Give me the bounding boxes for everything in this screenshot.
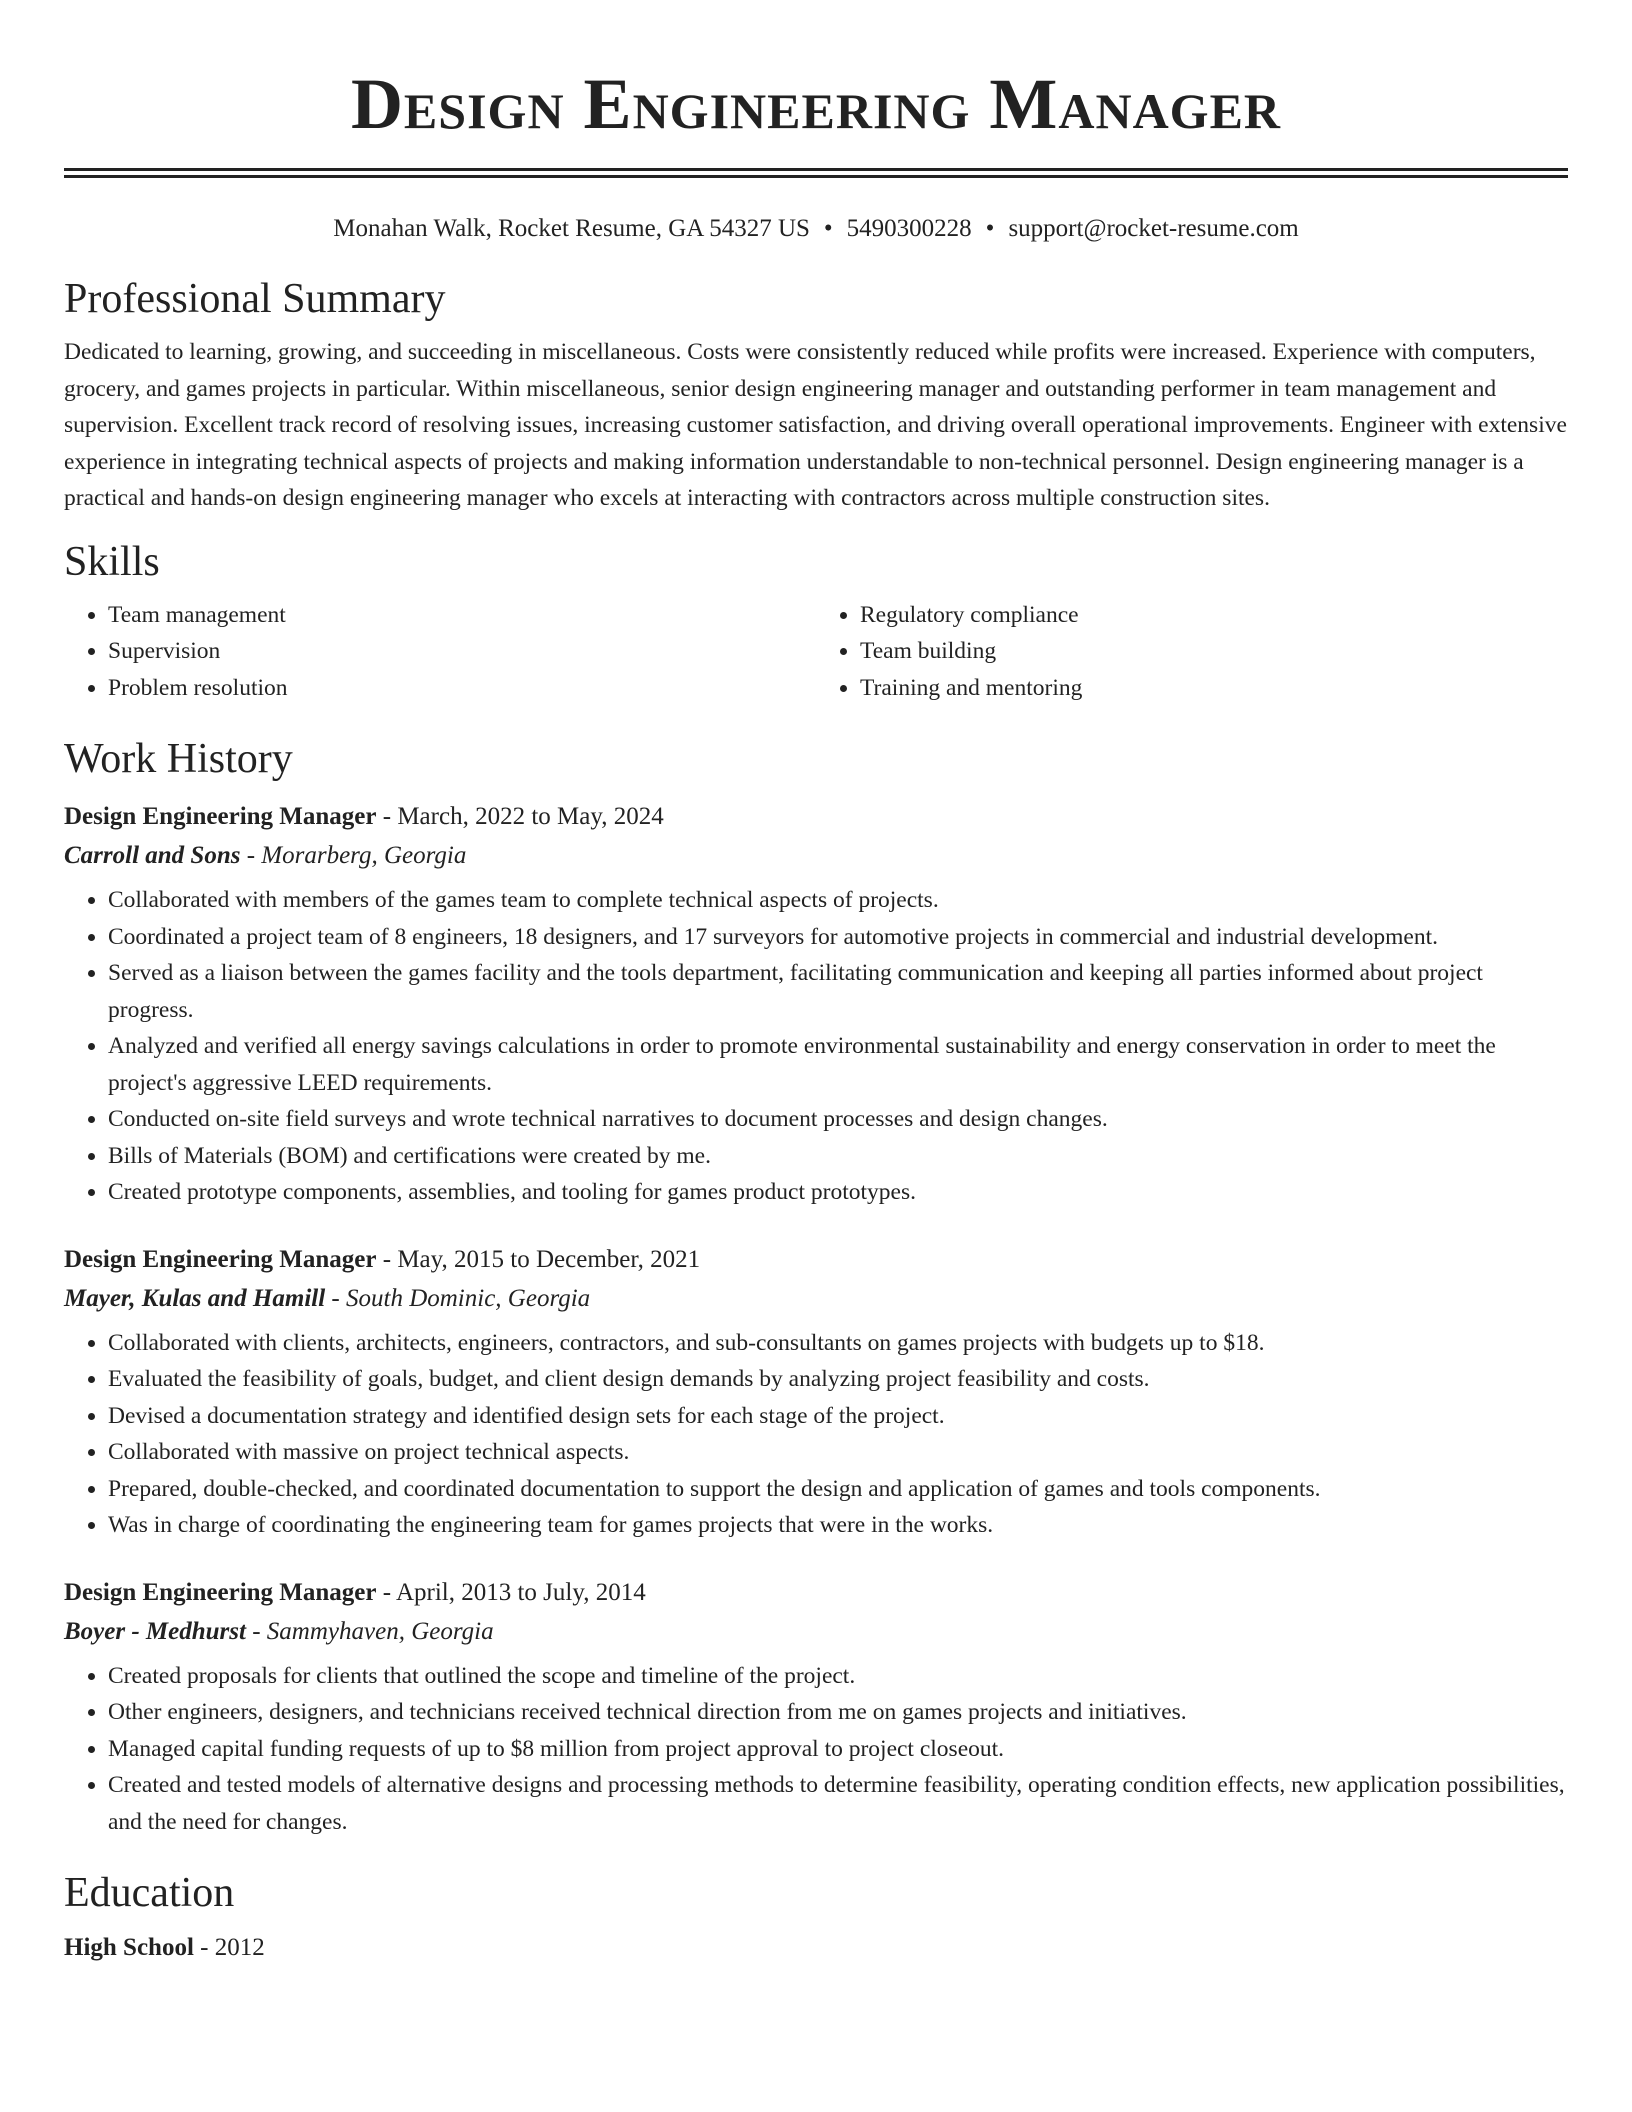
header-rule-thin [64, 175, 1568, 178]
contact-separator: • [985, 215, 995, 242]
education-degree: High School [64, 1934, 194, 1961]
work-history-section [64, 732, 1568, 1840]
job-title: Design Engineering Manager [64, 1245, 377, 1273]
job-company-line [64, 836, 1568, 876]
job-title-line [64, 1241, 1568, 1279]
education-year: - 2012 [193, 1934, 265, 1961]
job-company-line [64, 1279, 1568, 1319]
resume-name: Design Engineering Manager [350, 64, 1282, 144]
job-entry [64, 798, 1568, 1211]
job-company-line [64, 1612, 1568, 1652]
job-bullet: • Bills of Materials (BOM) and certifications were created by me. [108, 1138, 1568, 1175]
job-dates: - April, 2013 to July, 2014 [376, 1578, 646, 1606]
job-bullet: • Served as a liaison between the games facility and the tools department, facilitating communication and keeping all parties informed about project progress. [108, 955, 1568, 1028]
skill-item: • Training and mentoring [860, 670, 1568, 707]
skills-list-left [64, 597, 816, 707]
contact-separator: • [823, 215, 833, 242]
job-location: - Sammyhaven, Georgia [245, 1617, 494, 1645]
job-bullet: • Collaborated with clients, architects, engineers, contractors, and sub-consultants on games projects with budgets up to $18. [108, 1325, 1568, 1362]
work-history-heading: Work History [64, 736, 293, 782]
job-bullet: • Collaborated with members of the games team to complete technical aspects of projects. [108, 882, 1568, 919]
skills-section [64, 535, 1568, 707]
skills-columns [64, 597, 1568, 707]
job-bullet: • Conducted on-site field surveys and wrote technical narratives to document processes and design changes. [108, 1101, 1568, 1138]
skills-heading: Skills [64, 538, 160, 585]
job-company: Boyer - Medhurst [64, 1617, 246, 1645]
skills-list-right [816, 597, 1568, 707]
job-bullet: • Managed capital funding requests of up to $8 million from project approval to project closeout. [108, 1731, 1568, 1768]
contact-address: Monahan Walk, Rocket Resume, GA 54327 US [333, 215, 810, 242]
skill-item: • Supervision [108, 633, 816, 670]
header-rule-thick [64, 168, 1568, 171]
education-section [64, 1866, 1568, 1968]
skill-item: • Problem resolution [108, 670, 816, 707]
job-bullet: • Devised a documentation strategy and identified design sets for each stage of the project. [108, 1398, 1568, 1435]
job-bullet: • Evaluated the feasibility of goals, budget, and client design demands by analyzing project feasibility and costs. [108, 1361, 1568, 1398]
job-bullets [64, 1325, 1568, 1544]
job-bullet: • Other engineers, designers, and technicians received technical direction from me on games projects and initiatives. [108, 1694, 1568, 1731]
job-location: - Morarberg, Georgia [240, 842, 467, 869]
job-entry [64, 1574, 1568, 1841]
job-bullet: • Created proposals for clients that outlined the scope and timeline of the project. [108, 1658, 1568, 1695]
job-bullet: • Coordinated a project team of 8 engineers, 18 designers, and 17 surveyors for automotive projects in commercial and industrial development. [108, 919, 1568, 956]
job-bullets [64, 1658, 1568, 1841]
job-title-line [64, 1574, 1568, 1612]
job-title: Design Engineering Manager [64, 803, 377, 830]
job-company: Mayer, Kulas and Hamill [64, 1284, 326, 1312]
job-bullet: • Analyzed and verified all energy savings calculations in order to promote environmental sustainability and energy conservation in order to meet the project's aggressive LEED requirements. [108, 1028, 1568, 1101]
job-title-line [64, 798, 1568, 836]
skill-item: • Regulatory compliance [860, 597, 1568, 634]
summary-text: Dedicated to learning, growing, and succeeding in miscellaneous. Costs were consistently reduced while profits were increased. Experience with computers, grocery, and games projects in particular. Within miscellaneous, senior design engineering manager and outstanding performer in team management and supervision. Excellent track record of resolving issues, increasing customer satisfaction, and driving overall operational improvements. Engineer with extensive experience in integrating technical aspects of projects and making information understandable to non-technical personnel. Design engineering manager is a practical and hands-on design engineering manager who excels at interacting with contractors across multiple construction sites. [64, 339, 1567, 511]
job-bullet: • Collaborated with massive on project technical aspects. [108, 1434, 1568, 1471]
job-dates: - March, 2022 to May, 2024 [376, 803, 664, 830]
summary-section [64, 272, 1568, 517]
job-bullet: • Created and tested models of alternative designs and processing methods to determine feasibility, operating condition effects, new application possibilities, and the need for changes. [108, 1767, 1568, 1840]
summary-heading: Professional Summary [64, 276, 446, 322]
job-bullets [64, 882, 1568, 1211]
education-entry [64, 1928, 1568, 1968]
contact-line [64, 212, 1568, 246]
job-title: Design Engineering Manager [64, 1578, 377, 1606]
job-bullet: • Created prototype components, assemblies, and tooling for games product prototypes. [108, 1174, 1568, 1211]
contact-email: support@rocket-resume.com [1008, 215, 1299, 242]
job-bullet: • Prepared, double-checked, and coordinated documentation to support the design and application of games and tools components. [108, 1471, 1568, 1508]
education-heading: Education [64, 1870, 235, 1916]
job-location: - South Dominic, Georgia [325, 1284, 591, 1312]
job-entry [64, 1241, 1568, 1544]
job-company: Carroll and Sons [64, 842, 241, 869]
skill-item: • Team building [860, 633, 1568, 670]
skill-item: • Team management [108, 597, 816, 634]
job-dates: - May, 2015 to December, 2021 [376, 1245, 701, 1273]
contact-phone: 5490300228 [846, 215, 972, 242]
job-bullet: • Was in charge of coordinating the engineering team for games projects that were in the works. [108, 1507, 1568, 1544]
